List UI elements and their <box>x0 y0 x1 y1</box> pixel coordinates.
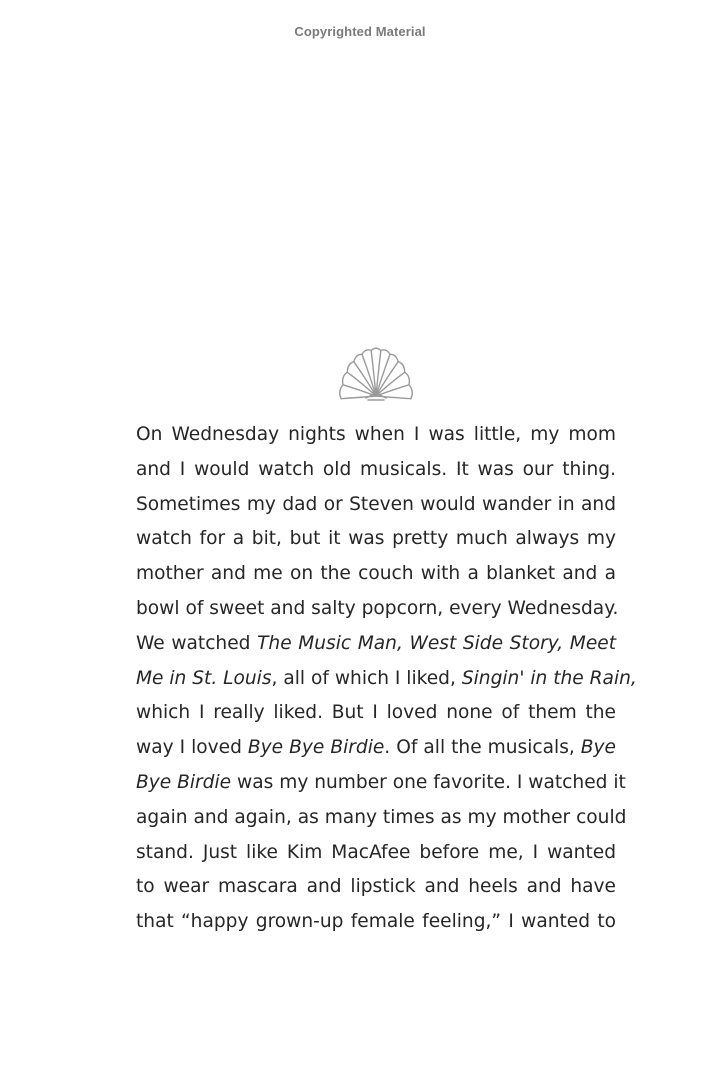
seashell-icon <box>338 338 414 402</box>
text-line <box>136 522 616 557</box>
text-run: way I loved <box>136 737 248 759</box>
text-run: Sometimes my dad or Steven would wander in and <box>136 493 616 515</box>
text-run: stand. Just like Kim MacAfee before me, I wanted <box>136 841 616 863</box>
text-line <box>136 905 616 940</box>
italic-title-run: Me in St. Louis <box>136 667 272 689</box>
text-line <box>136 836 616 871</box>
italic-title-run: Singin' in the Rain, <box>461 667 637 689</box>
text-line <box>136 766 626 801</box>
shell-rib <box>376 396 411 399</box>
text-run: and I would watch old musicals. It was our thing. <box>136 458 616 480</box>
text-run: which I really liked. But I loved none of them the <box>136 702 616 724</box>
italic-title-run: The Music Man, West Side Story, Meet <box>257 632 617 654</box>
text-run: bowl of sweet and salty popcorn, every Wednesday. <box>136 597 619 619</box>
text-line <box>136 627 616 662</box>
text-run: that “happy grown-up female feeling,” I wanted to <box>136 911 616 933</box>
text-run: mother and me on the couch with a blanket and a <box>136 563 616 585</box>
text-line <box>136 870 616 905</box>
text-run: We watched <box>136 632 258 654</box>
text-line <box>136 696 616 731</box>
text-run: was my number one favorite. I watched it <box>231 771 626 793</box>
text-run: again and again, as many times as my mother could <box>136 806 627 828</box>
text-run: watch for a bit, but it was pretty much always my <box>136 528 616 550</box>
text-line <box>136 488 616 523</box>
text-line <box>136 418 616 453</box>
italic-title-run: Bye Bye Birdie <box>247 737 385 759</box>
text-run: . Of all the musicals, <box>384 737 581 759</box>
text-line <box>136 592 619 627</box>
shell-rib <box>341 396 376 399</box>
text-line <box>136 557 616 592</box>
text-run: to wear mascara and lipstick and heels and have <box>136 876 616 898</box>
copyright-watermark-top: Copyrighted Material <box>294 24 426 39</box>
text-line <box>136 453 616 488</box>
text-line <box>136 801 627 836</box>
text-line <box>136 662 637 697</box>
italic-title-run: Bye Birdie <box>136 771 232 793</box>
text-run: , all of which I liked, <box>271 667 462 689</box>
italic-title-run: Bye <box>580 737 616 759</box>
text-run: On Wednesday nights when I was little, my mom <box>136 424 616 445</box>
body-passage <box>136 418 637 940</box>
text-line <box>136 731 616 766</box>
